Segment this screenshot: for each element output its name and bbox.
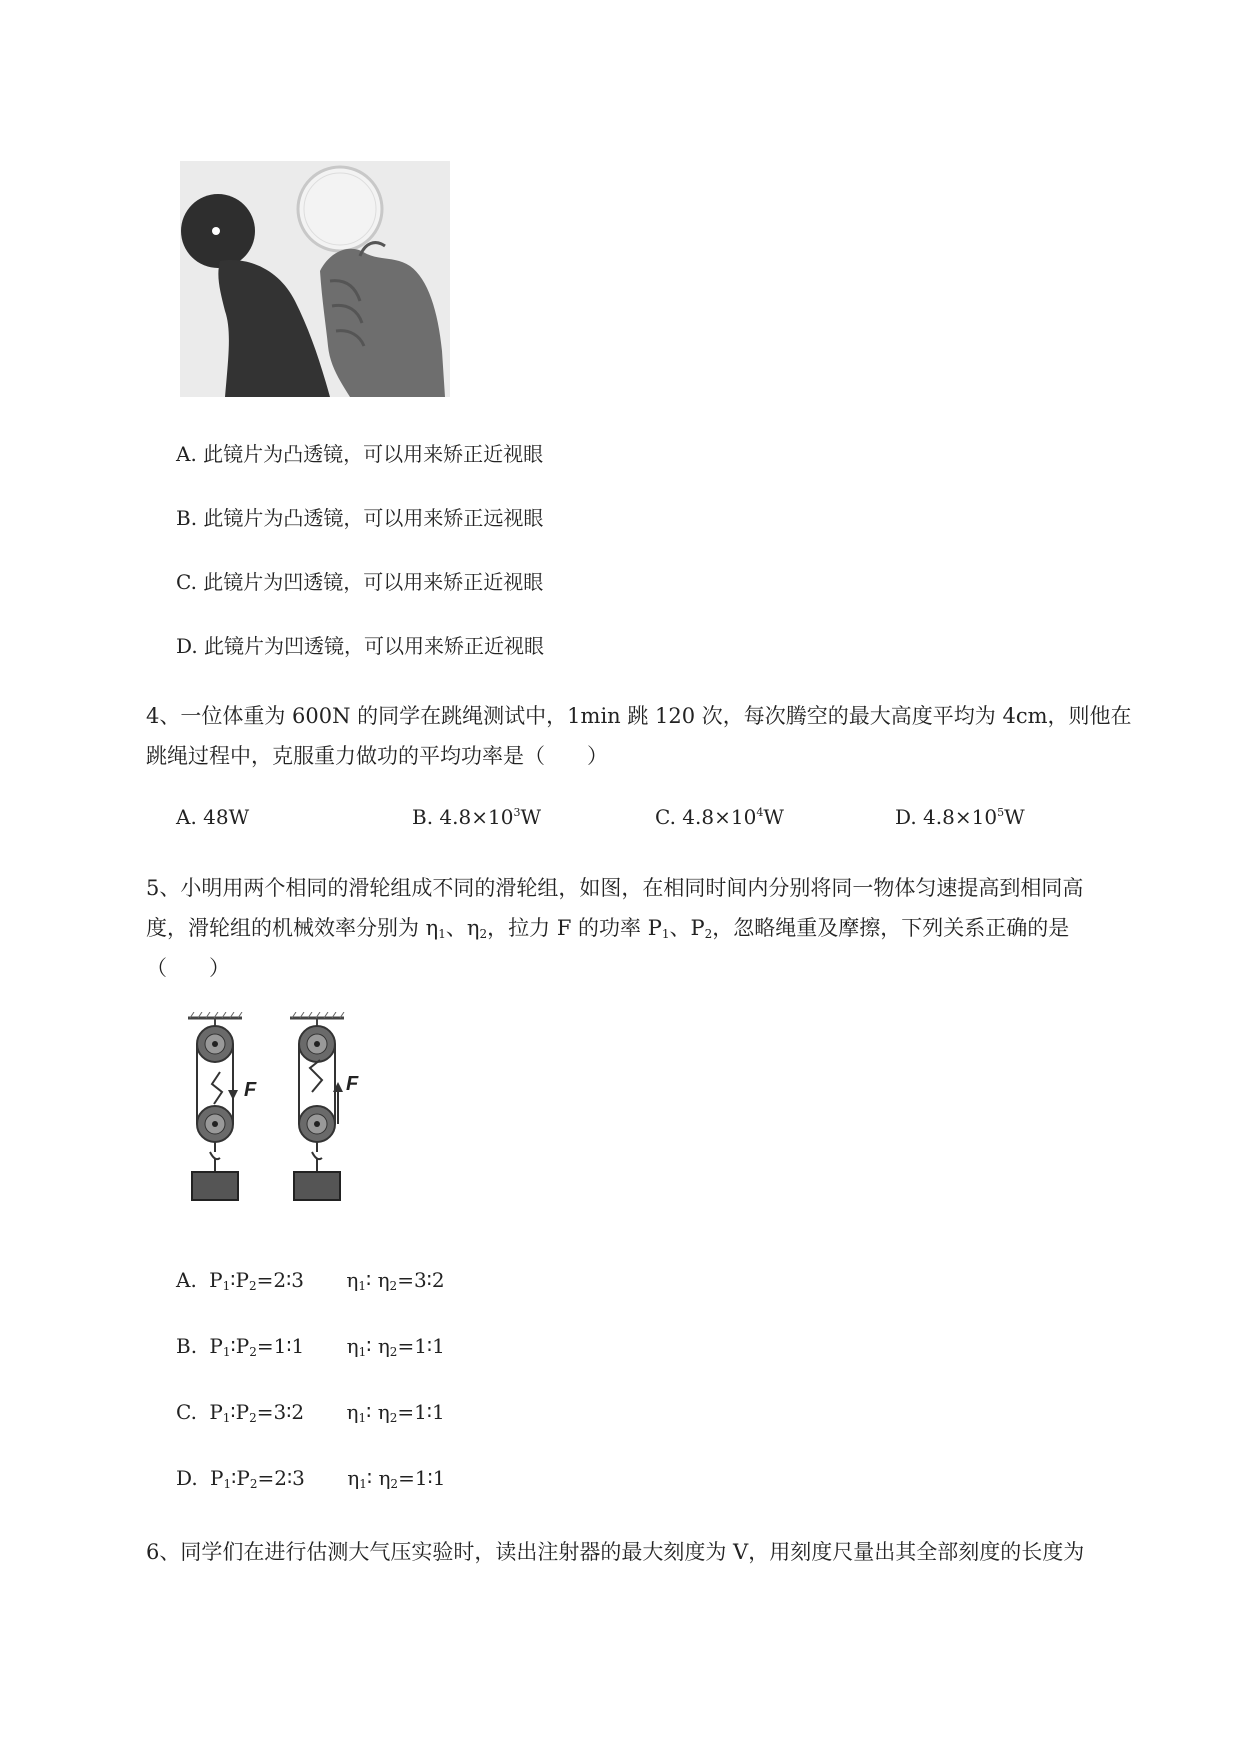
q4-option-d-base: D. 4.8×10	[895, 805, 998, 829]
q5-sub-eta1: 1	[438, 927, 446, 941]
sub-1: 1	[358, 1345, 367, 1359]
eta-symbol: η	[346, 1400, 359, 1424]
sub-2: 2	[389, 1345, 398, 1359]
q5-option-letter: C.	[176, 1400, 197, 1424]
p-symbol: P	[209, 1400, 223, 1424]
sub-1: 1	[222, 1411, 231, 1425]
pulley-diagram	[180, 1012, 380, 1222]
p-colon: ∶P	[230, 1400, 250, 1424]
q4-option-b-exp: 3	[513, 806, 521, 819]
q4-option-a[interactable]: A. 48W	[176, 805, 250, 829]
q3-option-a[interactable]: A. 此镜片为凸透镜，可以用来矫正近视眼	[176, 442, 544, 466]
q5-sub-p2: 2	[704, 927, 713, 941]
pulley-system-right	[290, 1012, 344, 1200]
eta-ratio: =1∶1	[398, 1466, 446, 1490]
q5-stem-text-b: 、η	[445, 916, 480, 940]
q3-option-c[interactable]: C. 此镜片为凹透镜，可以用来矫正近视眼	[176, 570, 544, 594]
sub-1: 1	[222, 1345, 231, 1359]
eta-colon: ∶ η	[366, 1268, 390, 1292]
q5-option-b[interactable]	[176, 1334, 445, 1359]
sub-2: 2	[249, 1411, 257, 1425]
q4-option-c[interactable]	[655, 805, 784, 829]
eta-colon: ∶ η	[366, 1334, 390, 1358]
q5-option-letter: D.	[176, 1466, 198, 1490]
q5-option-d[interactable]	[176, 1466, 445, 1491]
q5-stem-text-e: ，忽略绳重及摩擦，下列关系正确的是	[712, 916, 1070, 940]
lens-illustration	[180, 161, 450, 397]
sub-1: 1	[223, 1477, 232, 1491]
sub-2: 2	[389, 1279, 398, 1293]
force-label-right: F	[346, 1073, 359, 1095]
q4-option-c-base: C. 4.8×10	[655, 805, 757, 829]
q3-option-d[interactable]: D. 此镜片为凹透镜，可以用来矫正近视眼	[176, 634, 545, 658]
pulley-system-left	[188, 1012, 242, 1200]
eta-ratio: =1∶1	[397, 1400, 445, 1424]
q5-stem-line2	[146, 912, 1069, 942]
sub-2: 2	[248, 1279, 257, 1293]
p-colon: ∶P	[231, 1466, 250, 1490]
p-ratio: =1∶1	[256, 1334, 305, 1358]
q5-option-c[interactable]	[176, 1400, 445, 1425]
q4-option-b-base: B. 4.8×10	[412, 805, 514, 829]
q5-option-letter: B.	[176, 1334, 198, 1358]
eta-colon: ∶ η	[366, 1466, 391, 1490]
sub-1: 1	[222, 1279, 231, 1293]
sub-1: 1	[359, 1477, 367, 1491]
q5-sub-eta2: 2	[479, 927, 488, 941]
p-ratio: =2∶3	[257, 1466, 305, 1490]
q5-option-a[interactable]	[176, 1268, 445, 1293]
sub-2: 2	[389, 1411, 398, 1425]
q4-stem-line2: 跳绳过程中，克服重力做功的平均功率是（ ）	[146, 744, 608, 768]
q4-option-c-exp: 4	[756, 806, 764, 819]
p-symbol: P	[209, 1334, 223, 1358]
force-label-left: F	[244, 1079, 257, 1101]
q5-option-letter: A.	[176, 1268, 197, 1292]
q5-stem-line1: 5、小明用两个相同的滑轮组成不同的滑轮组，如图，在相同时间内分别将同一物体匀速提高到相同高	[146, 876, 1084, 900]
q5-stem-line3: （ ）	[146, 956, 230, 980]
q5-stem-text-d: 、P	[669, 916, 705, 940]
q6-stem-line1: 6、同学们在进行估测大气压实验时，读出注射器的最大刻度为 V，用刻度尺量出其全部刻度的长度为	[146, 1540, 1085, 1564]
q4-option-c-unit: W	[763, 805, 784, 829]
q3-option-b[interactable]: B. 此镜片为凸透镜，可以用来矫正远视眼	[176, 506, 544, 530]
p-colon: ∶P	[230, 1268, 249, 1292]
sub-1: 1	[358, 1279, 366, 1293]
p-symbol: P	[210, 1466, 224, 1490]
p-colon: ∶P	[230, 1334, 250, 1358]
lens-photo	[180, 161, 450, 397]
q5-sub-p1: 1	[661, 927, 670, 941]
q4-option-d-unit: W	[1004, 805, 1025, 829]
eta-symbol: η	[346, 1334, 359, 1358]
q4-option-d-exp: 5	[997, 806, 1005, 819]
sub-2: 2	[390, 1477, 399, 1491]
q4-stem-line1: 4、一位体重为 600N 的同学在跳绳测试中，1min 跳 120 次，每次腾空的最大高度平均为 4cm，则他在	[146, 704, 1132, 728]
pulley-figure	[180, 1012, 380, 1222]
q4-option-b[interactable]	[412, 805, 541, 829]
eta-symbol: η	[347, 1466, 360, 1490]
q4-option-d[interactable]	[895, 805, 1025, 829]
sub-2: 2	[249, 1477, 258, 1491]
sub-2: 2	[249, 1345, 257, 1359]
q5-stem-text-a: 度，滑轮组的机械效率分别为 η	[146, 916, 439, 940]
eta-symbol: η	[346, 1268, 359, 1292]
q4-option-b-unit: W	[520, 805, 541, 829]
p-ratio: =3∶2	[256, 1400, 305, 1424]
p-ratio: =2∶3	[256, 1268, 305, 1292]
q5-stem-text-c: ，拉力 F 的功率 P	[487, 916, 662, 940]
p-symbol: P	[209, 1268, 223, 1292]
sub-1: 1	[358, 1411, 367, 1425]
eta-ratio: =3∶2	[397, 1268, 445, 1292]
eta-ratio: =1∶1	[397, 1334, 445, 1358]
eta-colon: ∶ η	[366, 1400, 390, 1424]
